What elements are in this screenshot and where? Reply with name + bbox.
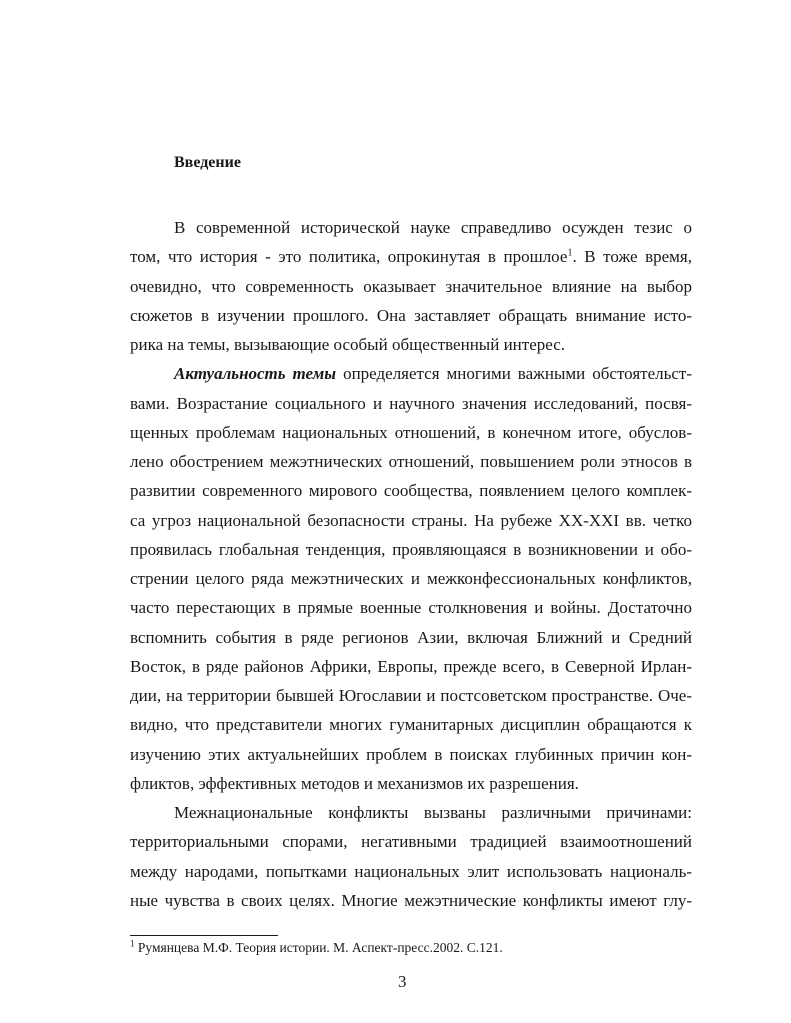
paragraph-line: стрении целого ряда межэтнических и межконфессиональных конфликтов, xyxy=(130,569,692,588)
paragraph-line: рика на темы, вызывающие особый общественный интерес. xyxy=(130,335,566,354)
paragraph-line: са угроз национальной безопасности страны. На рубеже XX-XXI вв. четко xyxy=(130,510,692,530)
paragraph-line: фликтов, эффективных методов и механизмов их разрешения. xyxy=(130,773,579,793)
footnote-text: Румянцева М.Ф. Теория истории. М. Аспект-пресс.2002. С.121. xyxy=(134,940,503,955)
section-heading: Введение xyxy=(174,154,241,171)
paragraph-line: щенных проблемам национальных отношений, в конечном итоге, обуслов- xyxy=(130,422,692,442)
paragraph-line: видно, что представители многих гуманитарных дисциплин обращаются к xyxy=(130,715,692,735)
paragraph-line: В современной исторической науке справедливо осужден тезис о xyxy=(174,218,692,237)
paragraph-line: часто перестающих в прямые военные столкновения и войны. Достаточно xyxy=(130,598,692,618)
paragraph-line: лено обострением межэтнических отношений, повышением роли этносов в xyxy=(130,452,692,471)
footnote-marker: 1 xyxy=(130,938,135,949)
footnote-separator xyxy=(130,935,278,936)
text-run: . В тоже время, xyxy=(572,247,692,267)
paragraph-line: территориальными спорами, негативными традицией взаимоотношений xyxy=(130,832,692,852)
page-number: 3 xyxy=(398,972,407,991)
paragraph-line xyxy=(130,242,692,271)
paragraph-line: между народами, попытками национальных элит использовать националь- xyxy=(130,861,692,881)
text-run: определяется многими важными обстоятельст- xyxy=(336,364,692,384)
paragraph-line: очевидно, что современность оказывает значительное влияние на выбор xyxy=(130,276,692,296)
footnote-reference[interactable]: 1 xyxy=(567,247,573,259)
paragraph-line xyxy=(130,359,692,388)
paragraph-line: Межнациональные конфликты вызваны различными причинами: xyxy=(174,803,692,822)
paragraph-line: проявилась глобальная тенденция, проявляющаяся в возникновении и обо- xyxy=(130,539,692,559)
paragraph-line: Восток, в ряде районов Африки, Европы, прежде всего, в Северной Ирлан- xyxy=(130,656,692,676)
paragraph-line: изучению этих актуальнейших проблем в поисках глубинных причин кон- xyxy=(130,744,692,764)
paragraph-line: развитии современного мирового сообщества, появлением целого комплек- xyxy=(130,481,692,501)
footnote xyxy=(130,940,503,956)
paragraph-line: дии, на территории бывшей Югославии и постсоветском пространстве. Оче- xyxy=(130,686,692,705)
emphasis-term: Актуальность темы xyxy=(174,364,337,384)
paragraph-line: вспомнить события в ряде регионов Азии, включая Ближний и Средний xyxy=(130,627,692,647)
text-run: том, что история - это политика, опрокинутая в прошлое xyxy=(130,247,568,267)
paragraph-line: сюжетов в изучении прошлого. Она заставляет обращать внимание исто- xyxy=(130,305,692,325)
paragraph-line: вами. Возрастание социального и научного значения исследований, посвя- xyxy=(130,393,692,413)
paragraph-line: ные чувства в своих целях. Многие межэтнические конфликты имеют глу- xyxy=(130,890,692,910)
body-text xyxy=(130,213,692,915)
